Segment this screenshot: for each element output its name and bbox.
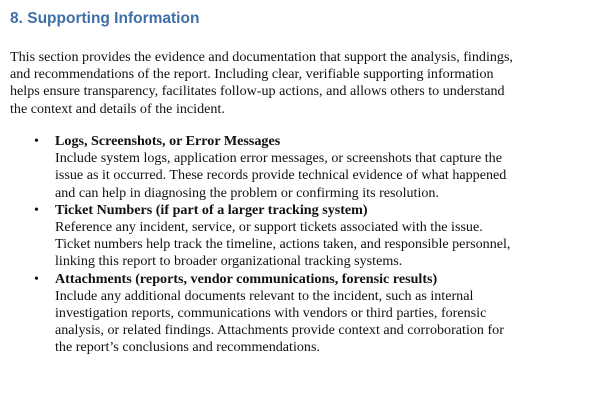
item-text-line: investigation reports, communications with vendors or third parties, forensic — [55, 305, 487, 322]
item-text-line: issue as it occurred. These records provide technical evidence of what happened — [55, 167, 507, 184]
bullet-icon: • — [34, 271, 39, 287]
list-item-logs — [0, 133, 600, 202]
section-heading: 8. Supporting Information — [10, 10, 200, 27]
intro-paragraph — [10, 49, 590, 118]
bullet-icon: • — [34, 202, 39, 218]
item-text-line: the report’s conclusions and recommendations. — [55, 339, 320, 356]
list-item-attachments — [0, 271, 600, 357]
supporting-info-list — [0, 133, 600, 357]
intro-line: and recommendations of the report. Including clear, verifiable supporting information — [10, 66, 494, 83]
list-item-ticket-numbers — [0, 202, 600, 271]
intro-line: the context and details of the incident. — [10, 100, 225, 117]
item-text-line: Reference any incident, service, or support tickets associated with the issue. — [55, 219, 483, 236]
item-text-line: Ticket numbers help track the timeline, actions taken, and responsible personnel, — [55, 236, 511, 253]
bullet-icon: • — [34, 134, 39, 149]
item-text-line: analysis, or related findings. Attachments provide context and corroboration for — [55, 322, 504, 339]
intro-line: helps ensure transparency, facilitates follow-up actions, and allows others to understand — [10, 83, 505, 100]
item-text-line: Include system logs, application error messages, or screenshots that capture the — [55, 150, 502, 167]
item-text-line: linking this report to broader organizational tracking systems. — [55, 253, 403, 270]
intro-line: This section provides the evidence and documentation that support the analysis, findings, — [10, 49, 513, 65]
item-title: Logs, Screenshots, or Error Messages — [55, 133, 281, 149]
item-text-line: Include any additional documents relevant to the incident, such as internal — [55, 287, 474, 304]
item-title: Attachments (reports, vendor communications, forensic results) — [55, 270, 438, 287]
item-title: Ticket Numbers (if part of a larger tracking system) — [55, 201, 368, 218]
item-text-line: and can help in diagnosing the problem or confirming its resolution. — [55, 184, 439, 201]
